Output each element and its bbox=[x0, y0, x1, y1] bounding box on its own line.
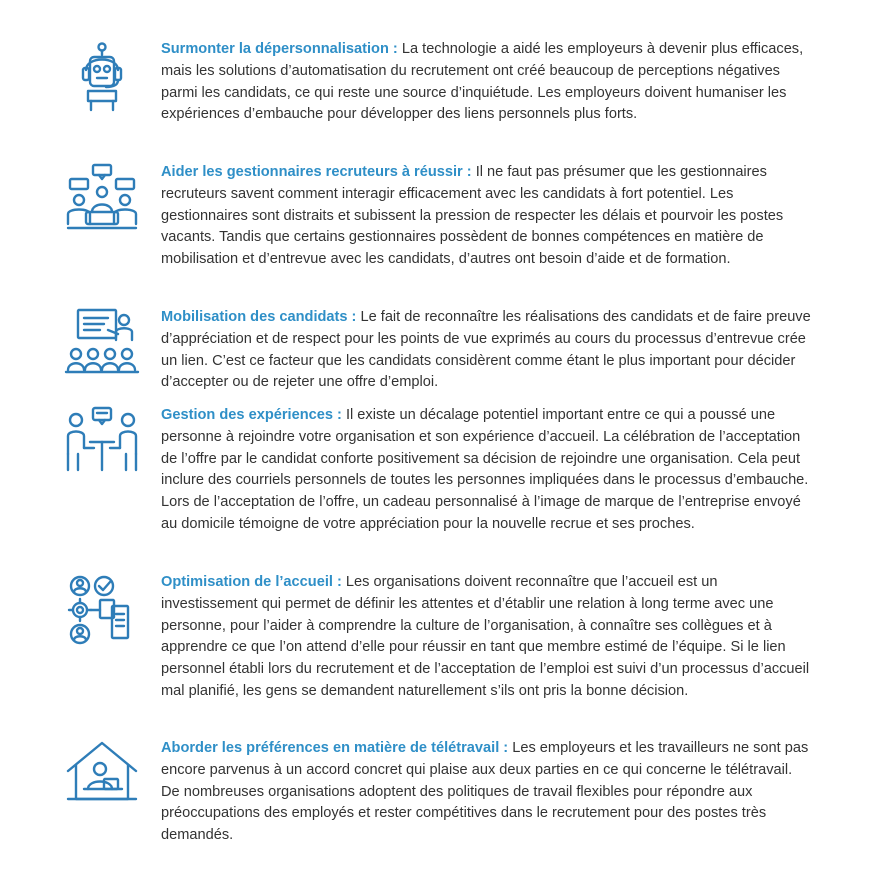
section-title: Surmonter la dépersonnalisation : bbox=[161, 41, 398, 57]
home-office-icon bbox=[64, 737, 140, 813]
team-meeting-chat-icon bbox=[64, 162, 140, 238]
section-title: Optimisation de l’accueil : bbox=[161, 574, 342, 590]
section-body: Il ne faut pas présumer que les gestionnaires recruteurs savent comment interagir efficacement avec les candidats à fort potentiel. Les gestionnaires sont distraits et subissent la pression de respecter les délais et pourvoir les postes vacants. Tandis que certains gestionnaires possèdent de bonnes compétences en matière de mobilisation et d’entrevue avec les candidats, d’autres ont besoin d’aide et de formation. bbox=[161, 164, 784, 268]
section-text bbox=[161, 405, 811, 536]
section-body: Les organisations doivent reconnaître que l’accueil est un investissement qui permet de définir les attentes et d’établir une relation à long terme avec une personne, pour l’aider à comprendre la culture de l’organisation, à connaître ses collègues et à apprendre ce que l’on attend d’elle pour réussir en tant que membre estimé de l’équipe. Si le lien personnel établi lors du recrutement et de l’acceptation de l’emploi est suivi d’un processus d’accueil mal planifié, les gens se demandent naturellement s’ils ont pris la bonne décision. bbox=[161, 574, 810, 699]
presentation-audience-icon bbox=[64, 306, 140, 382]
section-title: Mobilisation des candidats : bbox=[161, 309, 357, 325]
onboarding-workflow-icon bbox=[64, 572, 140, 648]
section-body: Le fait de reconnaître les réalisations des candidats et de faire preuve d’appréciation et de respect pour les points de vue exprimés au cours du processus d’entrevue crée un lien. C’est ce facteur que les candidats considèrent comme étant le plus important pour décider d’accepter ou de rejeter une offre d’emploi. bbox=[161, 309, 811, 391]
robot-headset-icon bbox=[64, 38, 140, 114]
section-title: Aider les gestionnaires recruteurs à réussir : bbox=[161, 164, 472, 180]
section-body: Il existe un décalage potentiel important entre ce qui a poussé une personne à rejoindre votre organisation et son expérience d’accueil. La célébration de l’acceptation de l’offre par le candidat conforte positivement sa décision de rejoindre une organisation. Cela peut inclure des courriels personnels de toutes les personnes impliquées dans le processus d’embauche. Lors de l’acceptation de l’offre, un cadeau personnalisé à l’image de marque de l’entreprise envoyé au domicile témoigne de votre appréciation pour la nouvelle recrue et ses proches. bbox=[161, 407, 809, 532]
section-body: La technologie a aidé les employeurs à devenir plus efficaces, mais les solutions d’automatisation du recrutement ont créé beaucoup de perceptions négatives parmi les candidats, ce qui reste une source d’inquiétude. Les employeurs doivent humaniser les expériences d’embauche pour développer des liens personnels plus forts. bbox=[161, 41, 804, 123]
section-text bbox=[161, 738, 811, 847]
section-text bbox=[161, 307, 811, 394]
section-text bbox=[161, 572, 811, 703]
section-text bbox=[161, 162, 811, 271]
interview-table-icon bbox=[64, 404, 140, 480]
section-body: Les employeurs et les travailleurs ne sont pas encore parvenus à un accord concret qui plaise aux deux parties en ce qui concerne le télétravail. De nombreuses organisations adoptent des politiques de travail flexibles pour répondre aux préoccupations des employés et rester compétitives dans le recrutement pour des postes très demandés. bbox=[161, 740, 809, 844]
section-title: Aborder les préférences en matière de télétravail : bbox=[161, 740, 509, 756]
section-title: Gestion des expériences : bbox=[161, 407, 342, 423]
section-text bbox=[161, 39, 811, 126]
